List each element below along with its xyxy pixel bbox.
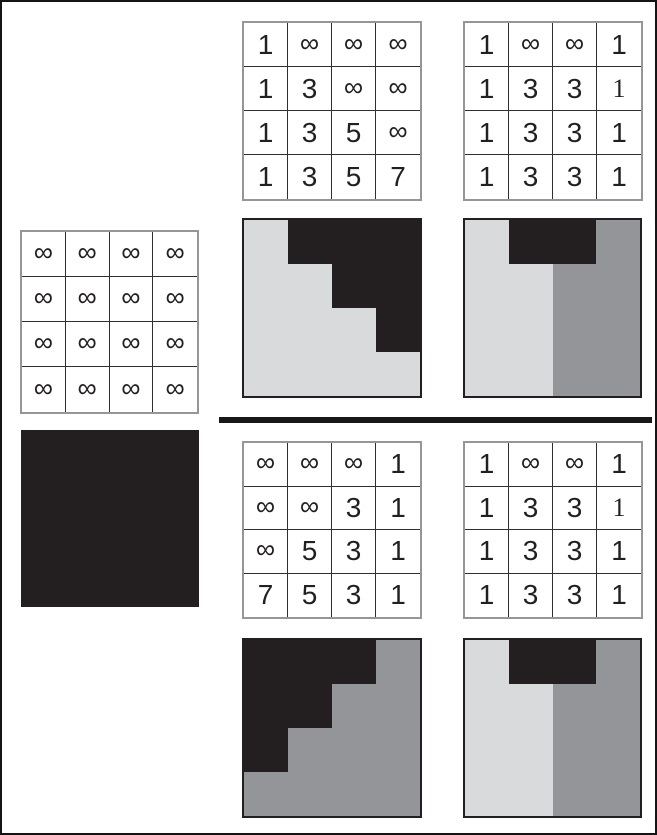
- grid-cell: 3: [553, 487, 597, 531]
- image-pixel: [23, 432, 67, 475]
- grid-cell: 1: [244, 111, 288, 155]
- grid-cell: ∞: [332, 23, 376, 67]
- grid-cell: ∞: [110, 367, 154, 412]
- grid-cell: 1: [597, 487, 641, 531]
- grid-cell: 5: [288, 574, 332, 618]
- grid-cell: 1: [465, 155, 509, 199]
- image-pixel: [465, 728, 509, 772]
- image-pixel: [67, 475, 111, 518]
- image-pixel: [244, 772, 288, 816]
- image-pixel: [244, 220, 288, 264]
- grid-cell: 1: [611, 161, 627, 192]
- grid-cell: 3: [288, 111, 332, 155]
- image-pixel: [509, 308, 553, 352]
- grid-cell: ∞: [66, 322, 110, 367]
- image-pixel: [23, 475, 67, 518]
- image-pixel: [465, 640, 509, 684]
- grid-cell: 1: [244, 67, 288, 111]
- image-pixel: [553, 352, 597, 396]
- grid-cell: 1: [376, 530, 420, 574]
- image-pixel: [509, 772, 553, 816]
- image-pixel: [288, 684, 332, 728]
- grid-cell: ∞: [376, 111, 420, 155]
- image-pixel: [596, 640, 640, 684]
- image-pixel: [509, 352, 553, 396]
- grid-cell: ∞: [153, 322, 197, 367]
- image-pixel: [332, 728, 376, 772]
- grid-cell: 3: [509, 487, 553, 531]
- image-pixel: [288, 728, 332, 772]
- grid-cell: ∞: [509, 443, 553, 487]
- case1-forward-pass-grid: [242, 21, 422, 201]
- image-pixel: [332, 264, 376, 308]
- grid-cell: 3: [509, 67, 553, 111]
- image-pixel: [596, 308, 640, 352]
- image-pixel: [553, 264, 597, 308]
- grid-cell: 1: [597, 23, 641, 67]
- case2-result-image: [463, 638, 642, 818]
- grid-cell: 3: [332, 487, 376, 531]
- case1-result-grid: [463, 21, 643, 201]
- image-pixel: [244, 684, 288, 728]
- grid-cell: 3: [553, 574, 597, 618]
- image-pixel: [553, 308, 597, 352]
- image-pixel: [376, 220, 420, 264]
- grid-cell: 1: [376, 487, 420, 531]
- case1-result-image: [463, 218, 642, 398]
- image-pixel: [332, 640, 376, 684]
- image-pixel: [110, 519, 154, 562]
- image-pixel: [553, 684, 597, 728]
- image-pixel: [509, 264, 553, 308]
- grid-cell: ∞: [332, 67, 376, 111]
- grid-cell: 1: [390, 579, 406, 611]
- image-pixel: [376, 684, 420, 728]
- grid-cell: 1: [465, 443, 509, 487]
- image-pixel: [67, 562, 111, 605]
- image-pixel: [154, 519, 198, 562]
- image-pixel: [154, 475, 198, 518]
- image-pixel: [244, 308, 288, 352]
- grid-cell: ∞: [165, 372, 185, 403]
- image-pixel: [288, 352, 332, 396]
- image-pixel: [465, 308, 509, 352]
- grid-cell: 5: [332, 155, 376, 199]
- image-pixel: [596, 684, 640, 728]
- image-pixel: [596, 728, 640, 772]
- grid-cell: ∞: [376, 67, 420, 111]
- case2-backward-pass-grid: [242, 441, 422, 619]
- grid-cell: ∞: [288, 443, 332, 487]
- grid-cell: ∞: [22, 232, 66, 277]
- grid-cell: ∞: [244, 487, 288, 531]
- grid-cell: 1: [597, 67, 641, 111]
- grid-cell: 1: [597, 530, 641, 574]
- image-pixel: [465, 352, 509, 396]
- image-pixel: [509, 684, 553, 728]
- grid-cell: ∞: [153, 232, 197, 277]
- image-pixel: [465, 220, 509, 264]
- image-pixel: [110, 562, 154, 605]
- grid-cell: ∞: [22, 277, 66, 322]
- grid-cell: ∞: [110, 232, 154, 277]
- grid-cell: 3: [509, 155, 553, 199]
- grid-cell: 3: [509, 111, 553, 155]
- image-pixel: [553, 640, 597, 684]
- grid-cell: 3: [288, 155, 332, 199]
- image-pixel: [244, 264, 288, 308]
- grid-cell: 1: [465, 487, 509, 531]
- image-pixel: [288, 264, 332, 308]
- grid-cell: ∞: [110, 277, 154, 322]
- grid-cell: ∞: [376, 23, 420, 67]
- grid-cell: 3: [332, 574, 376, 618]
- grid-cell: 1: [244, 23, 288, 67]
- grid-cell: ∞: [288, 23, 332, 67]
- grid-cell: ∞: [244, 443, 288, 487]
- image-pixel: [288, 640, 332, 684]
- image-pixel: [332, 220, 376, 264]
- grid-cell: 1: [465, 530, 509, 574]
- case2-backward-pass-image: [242, 638, 422, 818]
- grid-cell: 5: [288, 530, 332, 574]
- grid-cell: 3: [553, 111, 597, 155]
- grid-cell: 1: [465, 111, 509, 155]
- image-pixel: [244, 352, 288, 396]
- grid-cell: ∞: [22, 367, 66, 412]
- image-pixel: [376, 728, 420, 772]
- grid-cell: 1: [597, 443, 641, 487]
- grid-cell: 1: [465, 574, 509, 618]
- grid-cell: 1: [597, 111, 641, 155]
- image-pixel: [553, 728, 597, 772]
- image-pixel: [332, 684, 376, 728]
- image-pixel: [376, 308, 420, 352]
- grid-cell: ∞: [553, 443, 597, 487]
- grid-cell: 3: [553, 155, 597, 199]
- grid-cell: 7: [390, 161, 406, 192]
- image-pixel: [288, 220, 332, 264]
- image-pixel: [376, 772, 420, 816]
- image-pixel: [465, 684, 509, 728]
- image-pixel: [509, 728, 553, 772]
- grid-cell: 3: [288, 67, 332, 111]
- grid-cell: 3: [553, 67, 597, 111]
- grid-cell: ∞: [110, 322, 154, 367]
- grid-cell: 5: [332, 111, 376, 155]
- grid-cell: 3: [332, 530, 376, 574]
- image-pixel: [376, 640, 420, 684]
- image-pixel: [23, 519, 67, 562]
- image-pixel: [67, 519, 111, 562]
- image-pixel: [553, 220, 597, 264]
- image-pixel: [596, 352, 640, 396]
- grid-cell: 1: [611, 579, 627, 611]
- initial-distance-grid: [20, 230, 199, 414]
- image-pixel: [110, 475, 154, 518]
- image-pixel: [509, 640, 553, 684]
- image-pixel: [332, 772, 376, 816]
- grid-cell: ∞: [244, 530, 288, 574]
- grid-cell: 1: [465, 67, 509, 111]
- image-pixel: [23, 562, 67, 605]
- image-pixel: [244, 640, 288, 684]
- image-pixel: [553, 772, 597, 816]
- grid-cell: 3: [553, 530, 597, 574]
- image-pixel: [376, 352, 420, 396]
- grid-cell: 3: [509, 574, 553, 618]
- image-pixel: [596, 220, 640, 264]
- image-pixel: [288, 772, 332, 816]
- image-pixel: [67, 432, 111, 475]
- image-pixel: [465, 772, 509, 816]
- image-pixel: [465, 264, 509, 308]
- image-pixel: [509, 220, 553, 264]
- grid-cell: ∞: [553, 23, 597, 67]
- image-pixel: [288, 308, 332, 352]
- image-pixel: [244, 728, 288, 772]
- grid-cell: ∞: [66, 367, 110, 412]
- grid-cell: ∞: [66, 277, 110, 322]
- case-divider-rule: [219, 417, 652, 423]
- grid-cell: 1: [244, 155, 288, 199]
- grid-cell: 7: [244, 574, 288, 618]
- grid-cell: ∞: [153, 277, 197, 322]
- grid-cell: ∞: [22, 322, 66, 367]
- case1-forward-pass-image: [242, 218, 422, 398]
- image-pixel: [376, 264, 420, 308]
- case2-result-grid: [463, 441, 643, 619]
- grid-cell: 1: [465, 23, 509, 67]
- grid-cell: ∞: [509, 23, 553, 67]
- image-pixel: [332, 308, 376, 352]
- grid-cell: ∞: [288, 487, 332, 531]
- image-pixel: [332, 352, 376, 396]
- image-pixel: [110, 432, 154, 475]
- image-pixel: [596, 264, 640, 308]
- grid-cell: 3: [509, 530, 553, 574]
- image-pixel: [154, 432, 198, 475]
- image-pixel: [154, 562, 198, 605]
- image-pixel: [596, 772, 640, 816]
- grid-cell: 1: [376, 443, 420, 487]
- input-binary-image: [21, 430, 199, 607]
- grid-cell: ∞: [66, 232, 110, 277]
- grid-cell: ∞: [332, 443, 376, 487]
